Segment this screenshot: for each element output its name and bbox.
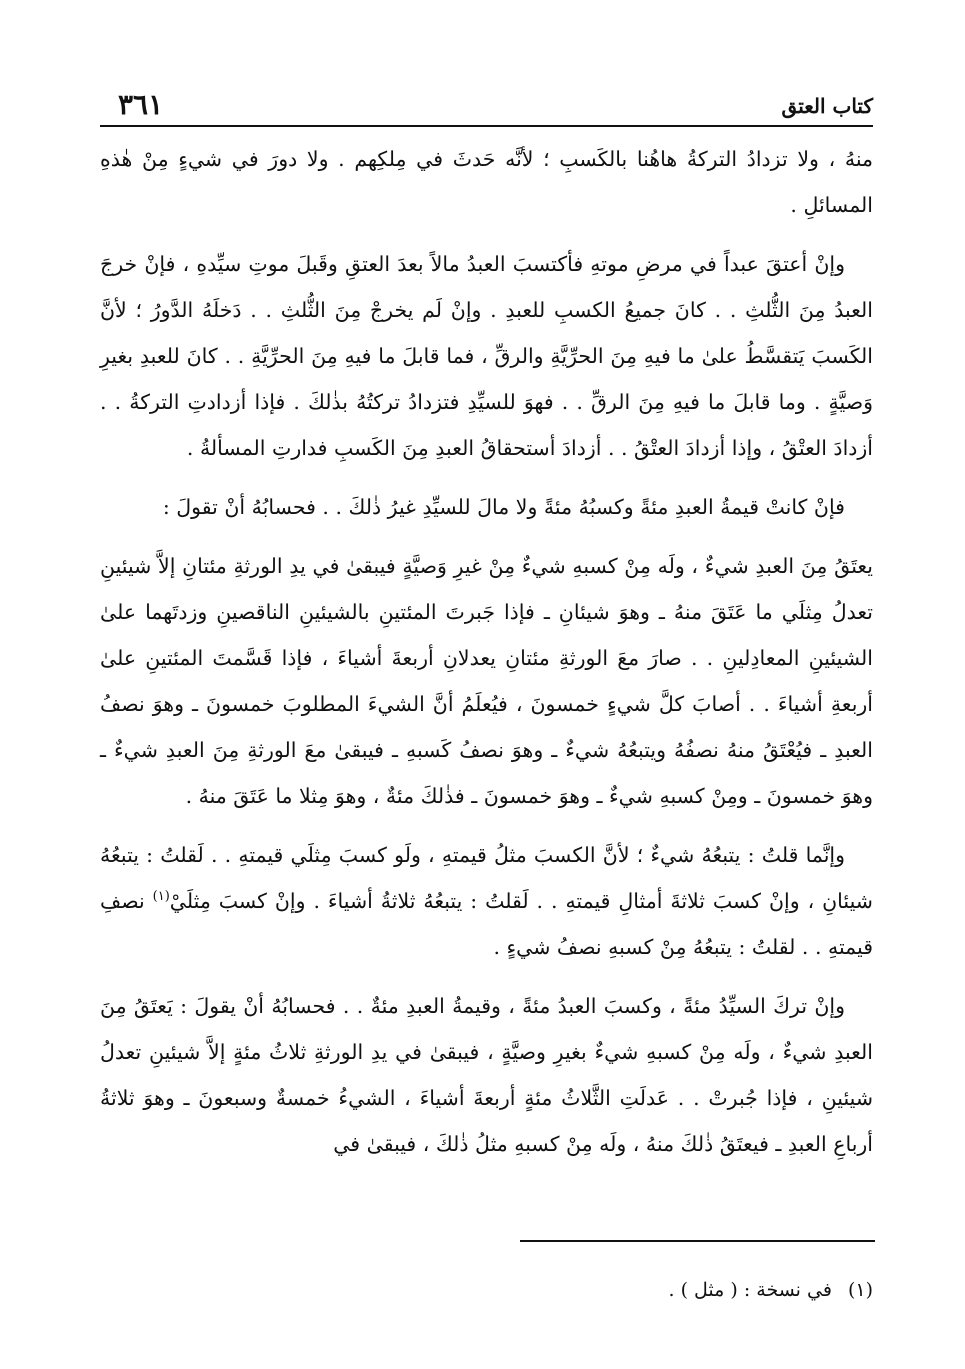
running-title: كتاب العتق — [781, 94, 873, 118]
paragraph: يعتَقُ مِنَ العبدِ شيءٌ ، ولَه مِنْ كسبهِ شيءٌ مِنْ غيرِ وَصيَّةٍ فيبقىٰ في يدِ الورثةِ مئتانِ إلاَّ شيئينِ تعدلُ مِثلَي ما عَتَقَ منهُ ـ وهوَ شيئانِ ـ فإذا جَبرتَ المئتينِ بالشيئينِ الناقصينِ وزدتَهما علىٰ الشيئينِ المعادِلينِ . . صارَ معَ الورثةِ مئتانِ يعدلانِ أربعةَ أشياءَ ، فإذا قَسَّمتَ المئتينِ علىٰ أربعةِ أشياءَ . . أصابَ كلَّ شيءٍ خمسونَ ، فيُعلَمُ أنَّ الشيءَ المطلوبَ خمسونَ ـ وهوَ نصفُ العبدِ ـ فيُعْتَقُ منهُ نصفُهُ ويتبعُهُ شيءٌ ـ وهوَ نصفُ كَسبهِ ـ فيبقىٰ معَ الورثةِ مِنَ العبدِ شيءٌ ـ وهوَ خمسونَ ـ ومِنْ كسبهِ شيءٌ ـ وهوَ خمسونَ ـ فذٰلكَ مئةٌ ، وهوَ مِثلا ما عَتَقَ منهُ . — [100, 554, 873, 808]
paragraph: وإنْ تركَ السيِّدُ مئةً ، وكسبَ العبدُ مئةً ، وقيمةُ العبدِ مئةٌ . . فحسابُهُ أنْ يقولَ : يَعتَقُ مِنَ العبدِ شيءٌ ، ولَه مِنْ كسبهِ شيءٌ بغيرِ وصيَّةٍ ، فيبقىٰ في يدِ الورثةِ ثلاثُ مئةٍ إلاَّ شيئينِ تعدلُ شيئينِ ، فإذا جُبرتْ . . عَدلَتِ الثَّلاثُ مئةٍ أربعةَ أشياءَ ، الشيءُ خمسةٌ وسبعونَ ـ وهوَ ثلاثةُ أرباعِ العبدِ ـ فيعتَقُ ذٰلكَ منهُ ، ولَه مِنْ كسبهِ مثلُ ذٰلكَ ، فيبقىٰ في — [100, 994, 873, 1156]
page-header — [100, 86, 873, 122]
footnote-text: في نسخة : ( مثل ) . — [668, 1279, 832, 1301]
header-divider — [100, 125, 873, 127]
paragraph-text: نصفِ قيمتهِ . . لقلتُ : يتبعُهُ مِنْ كسبهِ نصفُ شيءٍ . — [100, 889, 873, 959]
footnote-reference[interactable]: (١) — [152, 889, 170, 905]
page-number: ٣٦١ — [118, 88, 164, 121]
paragraph: فإنْ كانتْ قيمةُ العبدِ مئةً وكسبُهُ مئةً ولا مالَ للسيِّدِ غيرُ ذٰلكَ . . فحسابُهُ أنْ تقولَ : — [162, 495, 845, 519]
paragraph-continuation: منهُ ، ولا تزدادُ التركةُ هاهُنا بالكَسبِ ؛ لأنَّه حَدثَ في مِلكِهم . ولا دورَ في شيءٍ مِنْ هٰذهِ المسائلِ . — [100, 147, 873, 217]
footnote — [669, 1276, 873, 1304]
footnote-marker: (١) — [847, 1279, 873, 1301]
paragraph-with-footnote — [100, 832, 873, 970]
paragraph: وإنْ أعتقَ عبداً في مرضِ موتهِ فأكتسبَ العبدُ مالاً بعدَ العتقِ وقَبلَ موتِ سيِّدهِ ، فإنْ خرجَ العبدُ مِنَ الثُّلثِ . . كانَ جميعُ الكسبِ للعبدِ . وإنْ لَم يخرجْ مِنَ الثُّلثِ . . دَخلَهُ الدَّورُ ؛ لأنَّ الكَسبَ يَتقسَّطُ علىٰ ما فيهِ مِنَ الحرِّيَّةِ والرقِّ ، فما قابلَ ما فيهِ مِنَ الحرِّيَّةِ . . كانَ للعبدِ بغيرِ وَصيَّةٍ . وما قابلَ ما فيهِ مِنَ الرقِّ . . فهوَ للسيِّدِ فتزدادُ تركتُهُ بذٰلكَ . فإذا أزدادتِ التركةُ . . أزدادَ العتْقُ ، وإذا أزدادَ العتْقُ . . أزدادَ أستحقاقُ العبدِ مِنَ الكَسبِ فدارتِ المسألةُ . — [100, 252, 873, 460]
paragraph-text: وإنَّما قلتُ : يتبعُهُ شيءٌ ؛ لأنَّ الكسبَ مثلُ قيمتهِ ، ولَو كسبَ مِثلَي قيمتهِ . . لَقلتُ : يتبعُهُ شيئانِ ، وإنْ كسبَ ثلاثةَ أمثالِ قيمتهِ . . لَقلتُ : يتبعُهُ ثلاثةُ أشياءَ . وإنْ كسبَ مِثلَيْ — [100, 843, 873, 913]
footnote-divider — [520, 1240, 875, 1242]
main-text — [100, 136, 873, 1180]
